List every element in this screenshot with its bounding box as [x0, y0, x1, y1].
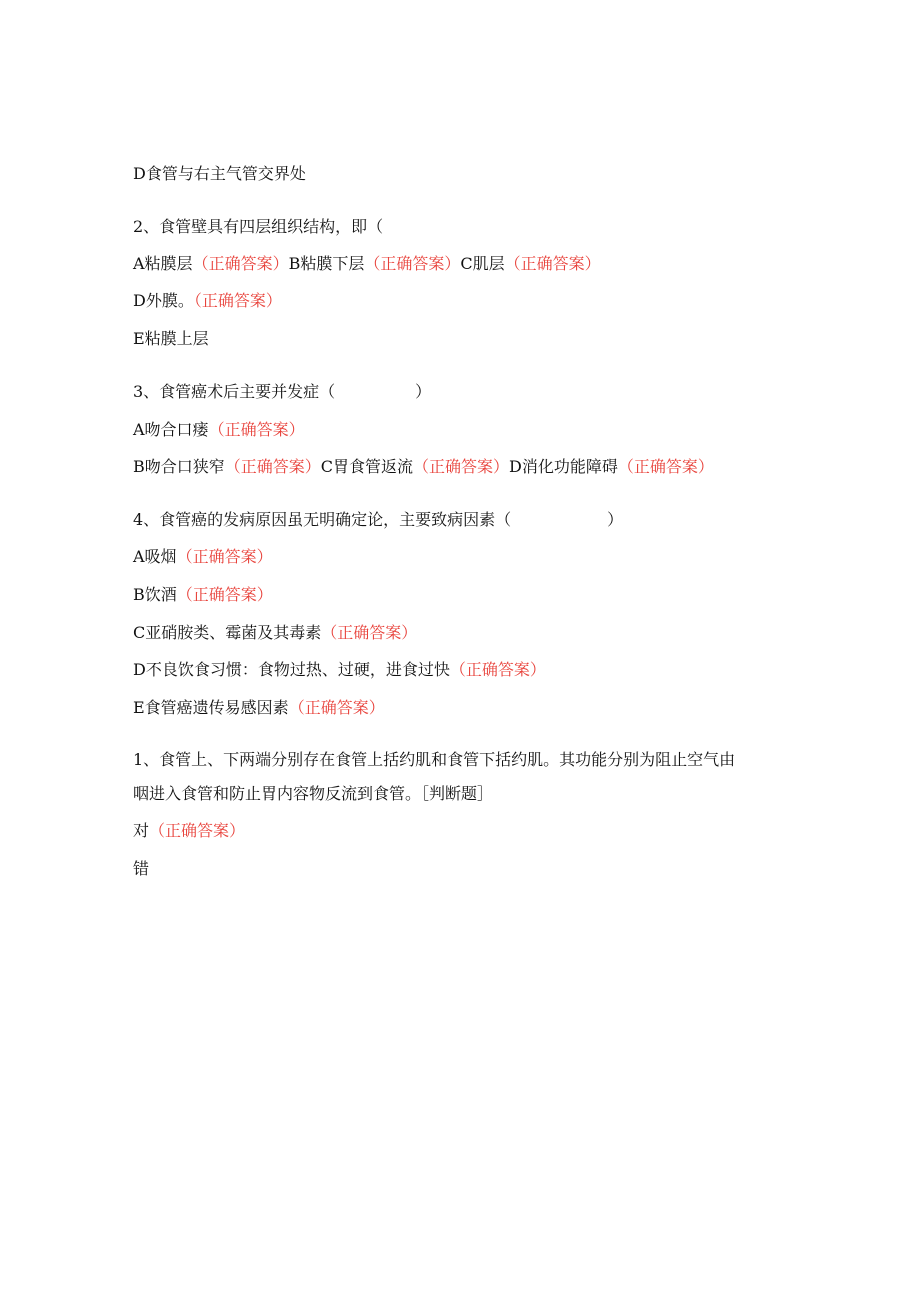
q4-option-d: D不良饮食习惯：食物过热、过硬，进食过快 [133, 660, 450, 679]
q4-stem [133, 509, 623, 531]
q3-stem [133, 381, 431, 403]
q4-option-b-answer-mark: （正确答案） [176, 585, 273, 604]
q3-option-a-line [133, 419, 305, 441]
q4-option-c-line [133, 622, 417, 644]
q1-option-d [133, 163, 306, 185]
q2-option-c: C肌层 [460, 254, 505, 273]
tf1-option-true: 对 [133, 821, 150, 840]
q4-option-a-answer-mark: （正确答案） [176, 547, 273, 566]
q3-option-d-answer-mark: （正确答案） [617, 457, 714, 476]
q2-options-abc [133, 253, 601, 275]
q4-option-a-line [133, 546, 273, 568]
tf1-option-true-answer-mark: （正确答案） [149, 821, 246, 840]
q2-option-a-answer-mark: （正确答案） [192, 254, 289, 273]
q3-option-d: D消化功能障碍 [509, 457, 618, 476]
q3-stem-text: 3、食管癌术后主要并发症（ ） [133, 382, 432, 401]
q2-option-e: E粘膜上层 [133, 329, 209, 348]
q4-option-c: C亚硝胺类、霉菌及其毒素 [133, 623, 322, 642]
q3-option-c: C胃食管返流 [320, 457, 414, 476]
q2-stem-text: 2、食管壁具有四层组织结构，即（ [133, 217, 384, 236]
q4-option-e-line [133, 697, 385, 719]
q2-option-a: A粘膜层 [133, 254, 193, 273]
q2-option-b-answer-mark: （正确答案） [364, 254, 461, 273]
tf1-stem-line2-text: 咽进入食管和防止胃内容物反流到食管。［判断题］ [133, 784, 494, 803]
q3-option-c-answer-mark: （正确答案） [413, 457, 510, 476]
q2-option-d-answer-mark: （正确答案） [193, 291, 282, 310]
q3-option-b-answer-mark: （正确答案） [224, 457, 321, 476]
q4-option-b: B饮酒 [133, 585, 177, 604]
tf1-option-true-line [133, 820, 245, 842]
tf1-stem-line1 [133, 749, 735, 771]
q2-option-c-answer-mark: （正确答案） [504, 254, 601, 273]
q2-option-e-line [133, 328, 209, 350]
tf1-option-false-line [133, 858, 149, 880]
q1-option-d-text: D食管与右主气管交界处 [133, 164, 306, 183]
q4-option-a: A吸烟 [133, 547, 177, 566]
tf1-stem-line2 [133, 783, 493, 805]
tf1-stem-line1-text: 1、食管上、下两端分别存在食管上括约肌和食管下括约肌。其功能分别为阻止空气由 [133, 750, 736, 769]
q4-option-e: E食管癌遗传易感因素 [133, 698, 289, 717]
q3-options-bcd [133, 456, 714, 478]
q3-option-b: B吻合口狭窄 [133, 457, 225, 476]
q4-stem-text: 4、食管癌的发病原因虽无明确定论，主要致病因素（ ） [133, 510, 624, 529]
tf1-option-false: 错 [133, 859, 150, 878]
q2-option-d-line [133, 290, 282, 312]
q4-option-d-line [133, 659, 546, 681]
q4-option-b-line [133, 584, 273, 606]
q4-option-d-answer-mark: （正确答案） [449, 660, 546, 679]
q2-option-b: B粘膜下层 [288, 254, 365, 273]
q2-stem [133, 216, 383, 238]
q3-option-a: A吻合口瘘 [133, 420, 209, 439]
q4-option-c-answer-mark: （正确答案） [321, 623, 418, 642]
q2-option-d: D外膜。 [133, 291, 194, 310]
q3-option-a-answer-mark: （正确答案） [208, 420, 305, 439]
q4-option-e-answer-mark: （正确答案） [288, 698, 385, 717]
